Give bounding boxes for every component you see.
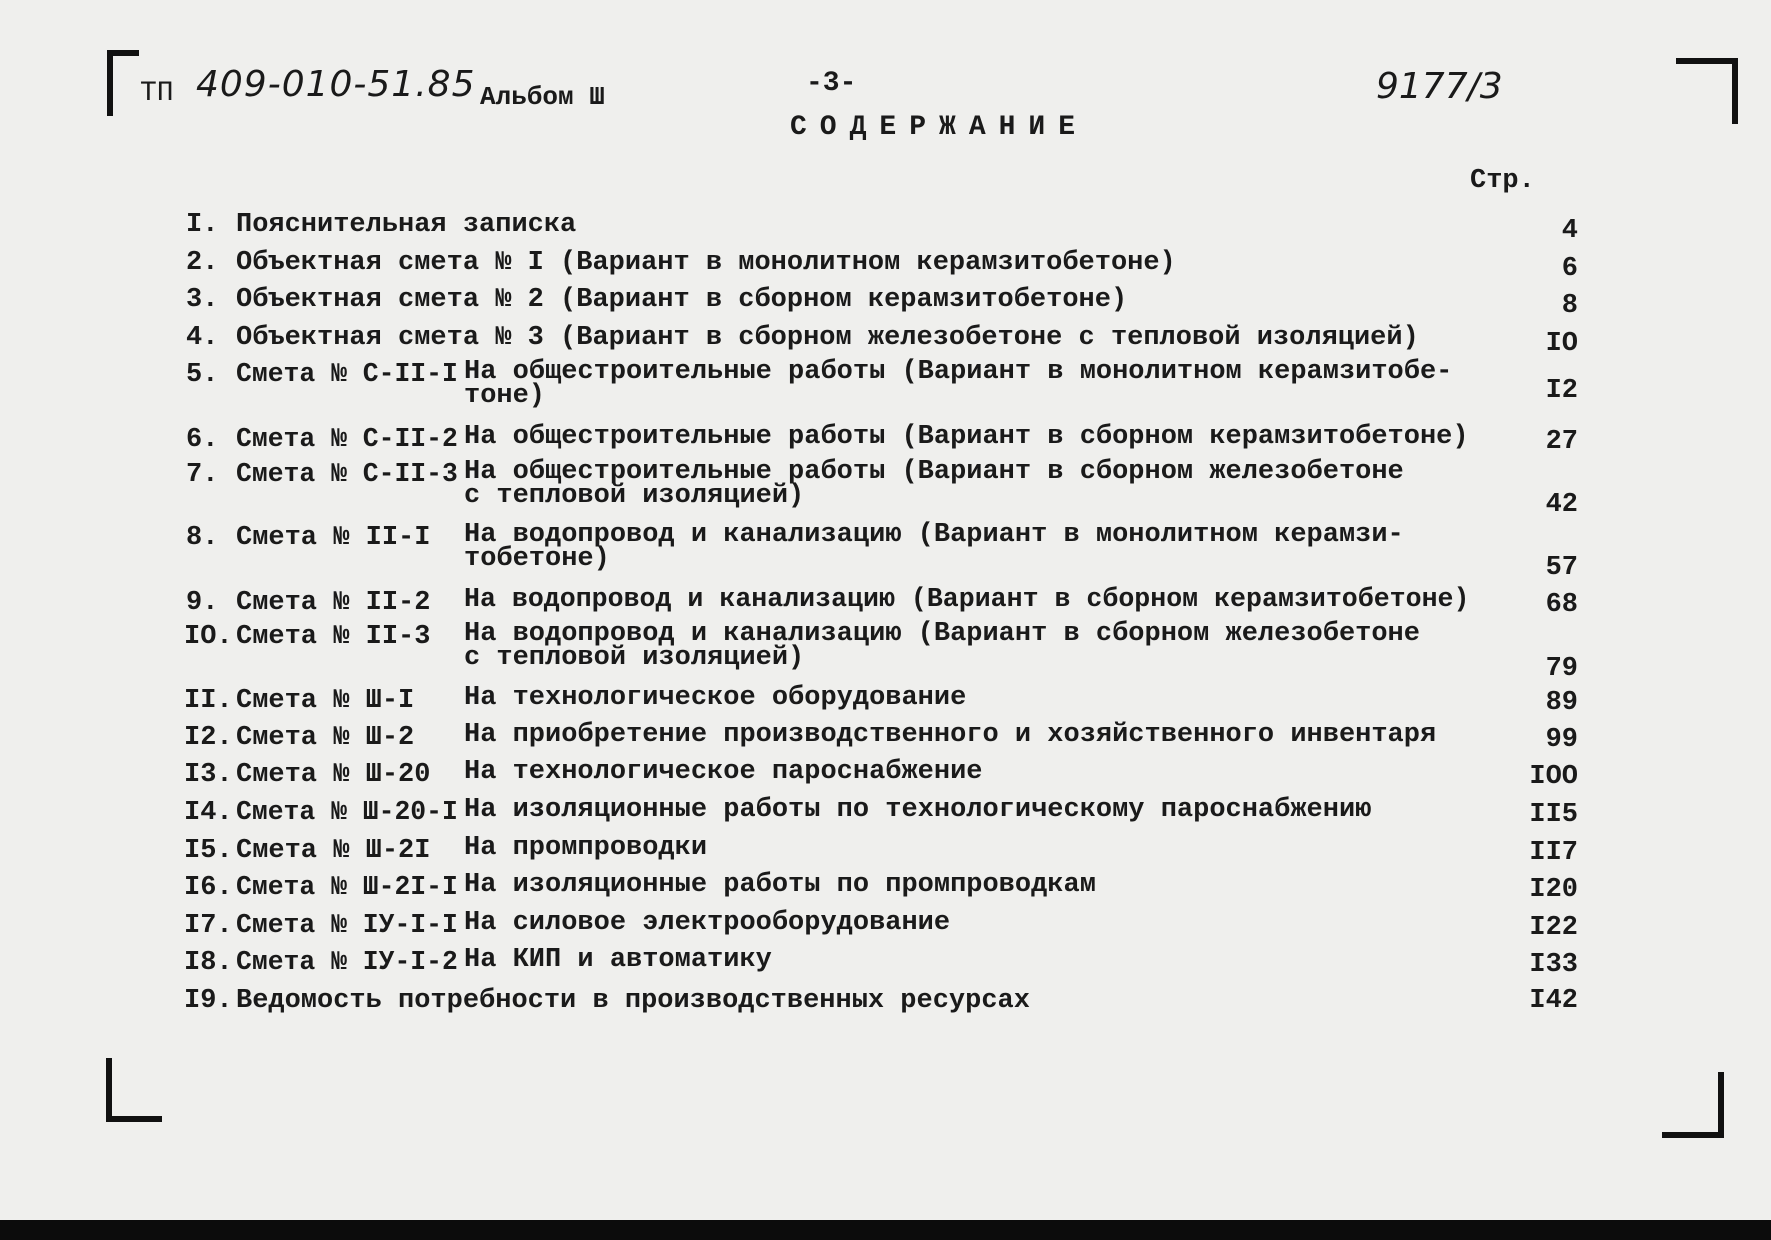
entry-label: Смета № С-II-I [236,360,458,390]
entry-description: На водопровод и канализацию (Вариант в сборном керамзитобетоне) [464,585,1470,615]
entry-number: 4. [186,323,219,353]
project-code: 409-010-51.85 [196,64,476,105]
entry-number: II. [184,686,233,716]
entry-title: Ведомость потребности в производственных ресурсах [236,986,1030,1016]
entry-number: I4. [184,798,233,828]
album-label: Альбом Ш [480,82,605,112]
entry-number: 6. [186,425,219,455]
entry-number: I5. [184,836,233,866]
entry-description: На приобретение производственного и хозяйственного инвентаря [464,720,1437,750]
entry-description: На изоляционные работы по технологическому пароснабжению [464,795,1372,825]
entry-label: Смета № Ш-20-I [236,798,458,828]
entry-label: Смета № С-II-2 [236,425,458,455]
entry-number: I. [186,210,219,240]
entry-page: 57 [1545,553,1578,583]
entry-number: 3. [186,285,219,315]
entry-description: На силовое электрооборудование [464,908,951,938]
entry-page: IOO [1529,762,1578,792]
entry-title: Объектная смета № I (Вариант в монолитном керамзитобетоне) [236,248,1176,278]
entry-label: Смета № Ш-2I-I [236,873,458,903]
entry-page: I22 [1529,913,1578,943]
entry-label: Смета № II-2 [236,588,431,618]
entry-description: На водопровод и канализацию (Вариант в монолитном керамзи- тобетоне) [464,520,1404,574]
reference-number: 9177/3 [1376,66,1503,107]
entry-number: 5. [186,360,219,390]
entry-description: На общестроительные работы (Вариант в сборном керамзитобетоне) [464,422,1469,452]
entry-title: Пояснительная записка [236,210,577,240]
page-number: -3- [806,68,857,99]
entry-number: I3. [184,760,233,790]
entry-page: 6 [1561,254,1578,284]
entry-page: 27 [1545,427,1578,457]
entry-number: 2. [186,248,219,278]
entry-page: 8 [1561,291,1578,321]
entry-page: 4 [1561,216,1578,246]
entry-page: 42 [1545,490,1578,520]
entry-label: Смета № IУ-I-I [236,911,458,941]
entry-description: На водопровод и канализацию (Вариант в сборном железобетоне с тепловой изоляцией) [464,619,1420,673]
entry-page: 68 [1545,590,1578,620]
page-title: СОДЕРЖАНИЕ [790,112,1089,143]
entry-title: Объектная смета № 2 (Вариант в сборном керамзитобетоне) [236,285,1128,315]
entry-number: I9. [184,986,233,1016]
entry-label: Смета № Ш-I [236,686,415,716]
entry-page: I33 [1529,950,1578,980]
entry-page: IO [1545,329,1578,359]
entry-description: На технологическое оборудование [464,683,967,713]
entry-number: I7. [184,911,233,941]
entry-description: На общестроительные работы (Вариант в сборном железобетоне с тепловой изоляцией) [464,457,1404,511]
entry-label: Смета № II-I [236,523,431,553]
entry-page: I2 [1545,376,1578,406]
entry-label: Смета № II-3 [236,622,431,652]
entry-number: 8. [186,523,219,553]
page-column-heading: Стр. [1470,166,1535,196]
entry-number: I2. [184,723,233,753]
entry-description: На КИП и автоматику [464,945,772,975]
entry-title: Объектная смета № 3 (Вариант в сборном железобетоне с тепловой изоляцией) [236,323,1419,353]
entry-number: 9. [186,588,219,618]
entry-page: I42 [1529,986,1578,1016]
entry-label: Смета № IУ-I-2 [236,948,458,978]
entry-label: Смета № Ш-2 [236,723,415,753]
entry-description: На общестроительные работы (Вариант в монолитном керамзитобе- тоне) [464,357,1453,411]
entry-number: I8. [184,948,233,978]
scan-border-bar [0,1220,1771,1240]
entry-number: 7. [186,460,219,490]
entry-number: I6. [184,873,233,903]
entry-label: Смета № С-II-3 [236,460,458,490]
entry-page: II7 [1529,838,1578,868]
entry-description: На изоляционные работы по промпроводкам [464,870,1096,900]
entry-description: На промпроводки [464,833,708,863]
entry-number: IO. [184,622,233,652]
entry-page: 79 [1545,654,1578,684]
entry-label: Смета № Ш-2I [236,836,431,866]
entry-page: 99 [1545,725,1578,755]
entry-page: 89 [1545,688,1578,718]
entry-page: II5 [1529,800,1578,830]
entry-page: I20 [1529,875,1578,905]
entry-label: Смета № Ш-20 [236,760,431,790]
tp-label: ТП [140,78,174,109]
entry-description: На технологическое пароснабжение [464,757,983,787]
